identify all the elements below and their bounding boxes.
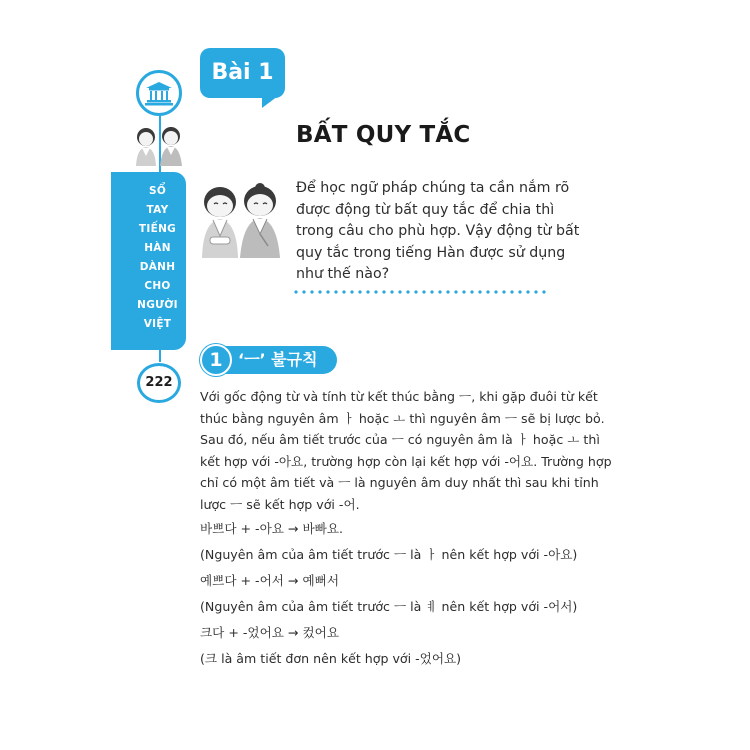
small-children-icon: [131, 124, 187, 168]
page-number: 222: [137, 363, 181, 403]
example-note: (Nguyên âm của âm tiết trước ㅡ là ㅏ nên kết hợp với -아요): [200, 547, 578, 562]
temple-badge: [136, 70, 182, 116]
lesson-label-tail: [262, 96, 278, 108]
lesson-label: Bài 1: [200, 48, 285, 98]
child-boy: [202, 187, 238, 258]
temple-icon: [144, 79, 174, 107]
book-series-tab: [111, 172, 186, 350]
example-note: (Nguyên âm của âm tiết trước ㅡ là ㅖ nên kết hợp với -어서): [200, 599, 578, 614]
example-note: (크 là âm tiết đơn nên kết hợp với -었어요): [200, 651, 462, 666]
child-girl-small: [160, 127, 182, 166]
series-word: SỔ: [148, 185, 167, 197]
example-line: 크다 + -었어요 → 컸어요: [200, 625, 339, 640]
series-word: HÀN: [144, 242, 171, 254]
series-word: TAY: [146, 204, 169, 216]
korean-children-icon: [196, 182, 284, 260]
lesson-title: BẤT QUY TẮC: [296, 122, 471, 148]
series-word: TIẾNG: [138, 223, 177, 235]
series-word: NGƯỜI: [137, 299, 178, 311]
child-girl: [240, 183, 280, 258]
rule-explanation: Với gốc động từ và tính từ kết thúc bằng ㅡ, khi gặp đuôi từ kết thúc bằng nguyên âm ㅏ hoặc ㅗ thì nguyên âm ㅡ sẽ bị lược bỏ. Sau đó, nếu âm tiết trước của ㅡ có nguyên âm là ㅏ hoặc ㅗ thì kết hợp với -아요, trường hợp còn lại kết hợp với -어요. Trường hợp chỉ có một âm tiết và ㅡ là nguyên âm duy nhất thì sau khi tỉnh lược ㅡ sẽ kết hợp với -어.: [200, 389, 612, 512]
child-boy-small: [136, 128, 156, 166]
dotted-divider: [292, 290, 550, 294]
example-line: 예쁘다 + -어서 → 예뻐서: [200, 573, 339, 588]
series-word: DÀNH: [139, 261, 176, 273]
example-line: 바쁘다 + -아요 → 바빠요.: [200, 521, 343, 536]
section-number: 1: [200, 344, 232, 376]
lesson-intro: Để học ngữ pháp chúng ta cần nắm rõ được động từ bất quy tắc để chia thì trong câu cho phù hợp. Vậy động từ bất quy tắc trong tiếng Hàn được sử dụng như thế nào?: [296, 180, 580, 282]
section-title: ‘ㅡ’ 불규칙: [238, 350, 318, 369]
series-word: VIỆT: [143, 318, 172, 330]
series-word: CHO: [144, 280, 171, 292]
